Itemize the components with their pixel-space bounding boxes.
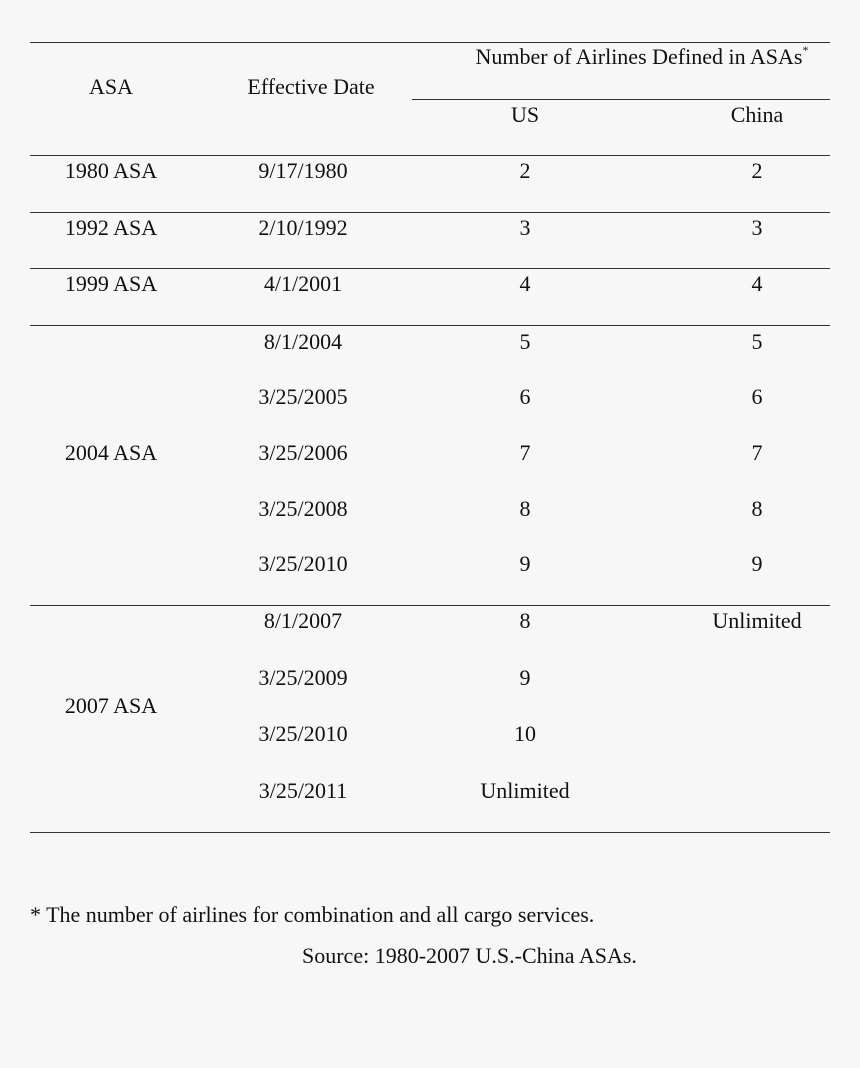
asa-label-1999: 1999 ASA xyxy=(64,271,158,296)
cell-us: Unlimited xyxy=(480,778,570,803)
cell-us: 8 xyxy=(519,496,531,521)
cell-date: 4/1/2001 xyxy=(263,271,343,296)
cell-china: 6 xyxy=(751,384,763,409)
asa-label-1980: 1980 ASA xyxy=(64,158,158,183)
cell-us: 5 xyxy=(519,329,531,354)
source-note: Source: 1980-2007 U.S.-China ASAs. xyxy=(302,943,637,968)
cell-us: 8 xyxy=(519,608,531,633)
cell-us: 2 xyxy=(519,158,531,183)
asa-label-1992: 1992 ASA xyxy=(64,215,158,240)
cell-date: 8/1/2007 xyxy=(263,608,343,633)
footnote-marker: * xyxy=(802,43,809,57)
cell-date: 3/25/2010 xyxy=(258,551,348,576)
cell-us: 10 xyxy=(514,721,536,746)
cell-date: 3/25/2008 xyxy=(258,496,348,521)
footnote: * The number of airlines for combination and all cargo services. xyxy=(30,902,595,927)
cell-china: 2 xyxy=(751,158,763,183)
row-rule-2007 xyxy=(30,605,830,606)
cell-us: 9 xyxy=(519,551,531,576)
table-top-rule xyxy=(30,42,830,43)
cell-date: 3/25/2010 xyxy=(258,721,348,746)
header-us: US xyxy=(510,102,540,127)
cell-china: 5 xyxy=(751,329,763,354)
cell-china: 9 xyxy=(751,551,763,576)
header-airlines-group xyxy=(476,44,809,73)
header-airlines-group-label: Number of Airlines Defined in ASAs xyxy=(475,44,803,69)
cell-us: 7 xyxy=(519,440,531,465)
row-rule-2004 xyxy=(30,325,830,326)
cell-date: 9/17/1980 xyxy=(258,158,348,183)
cell-date: 2/10/1992 xyxy=(258,215,348,240)
cell-china: 3 xyxy=(751,215,763,240)
cell-china: 8 xyxy=(751,496,763,521)
header-bottom-rule xyxy=(30,155,830,156)
cell-china: 7 xyxy=(751,440,763,465)
cell-china: Unlimited xyxy=(712,608,802,633)
cell-us: 4 xyxy=(519,271,531,296)
cell-china: 4 xyxy=(751,271,763,296)
cell-date: 8/1/2004 xyxy=(263,329,343,354)
cell-us: 9 xyxy=(519,665,531,690)
cell-date: 3/25/2005 xyxy=(258,384,348,409)
asa-label-2004: 2004 ASA xyxy=(64,440,158,465)
header-effective-date: Effective Date xyxy=(247,74,375,99)
group-header-rule xyxy=(412,99,830,100)
cell-us: 6 xyxy=(519,384,531,409)
row-rule-1999 xyxy=(30,268,830,269)
cell-us: 3 xyxy=(519,215,531,240)
asa-label-2007: 2007 ASA xyxy=(64,693,158,718)
cell-date: 3/25/2011 xyxy=(258,778,348,803)
cell-date: 3/25/2006 xyxy=(258,440,348,465)
header-china: China xyxy=(730,102,784,127)
header-asa: ASA xyxy=(88,74,134,99)
cell-date: 3/25/2009 xyxy=(258,665,348,690)
table-bottom-rule xyxy=(30,832,830,833)
row-rule-1992 xyxy=(30,212,830,213)
